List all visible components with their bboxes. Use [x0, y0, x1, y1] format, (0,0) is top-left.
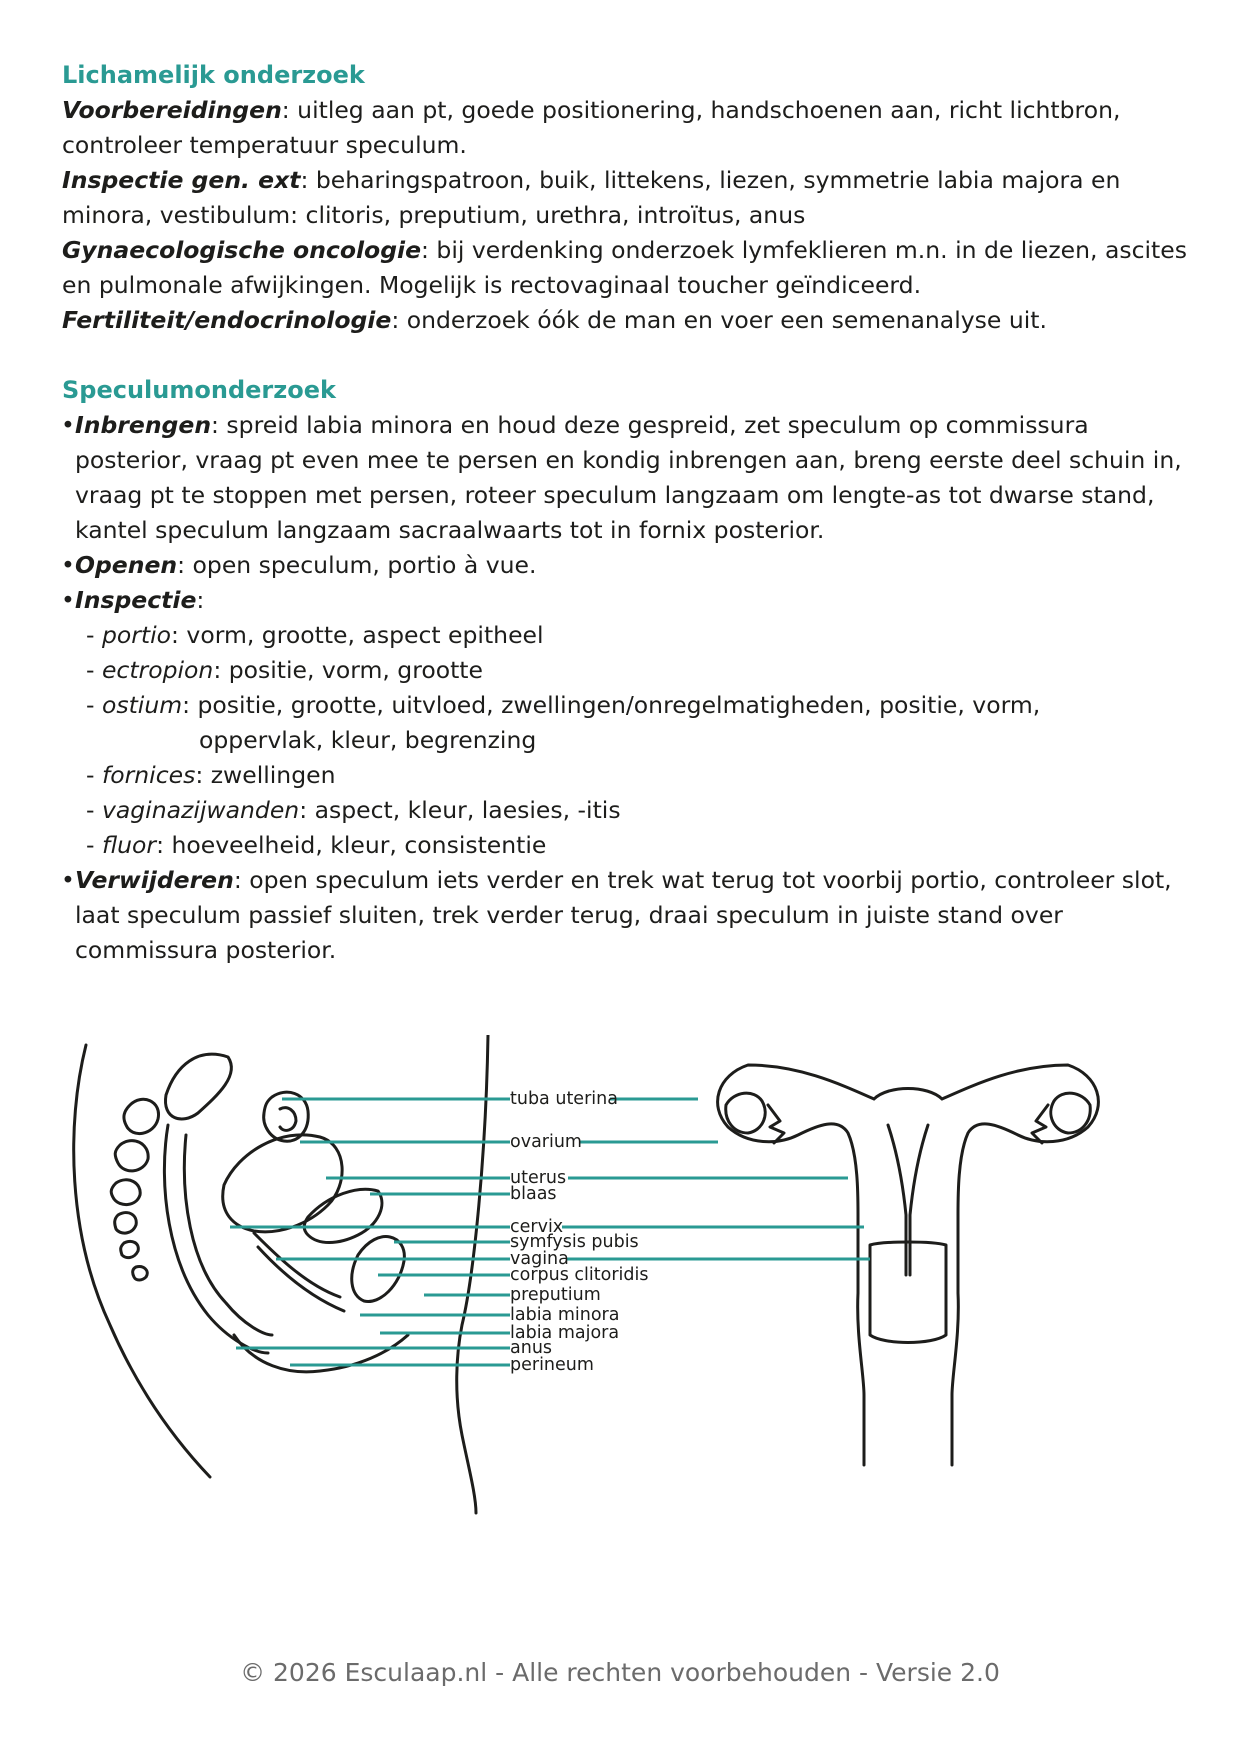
bullet-text: : open speculum iets verder en trek wat terug tot voorbij portio, controleer slot, laat speculum passief sluiten, trek verder terug, draai speculum in juiste stand over commissura posterior. [75, 866, 1172, 964]
sub-text: : zwellingen [195, 761, 336, 789]
sub-ectropion [62, 653, 1192, 688]
fimbria-left [768, 1105, 784, 1143]
uterine-cavity [888, 1125, 928, 1275]
bullet-label: Inspectie [75, 586, 197, 614]
item-text: : uitleg aan pt, goede positionering, handschoenen aan, richt lichtbron, controleer temperatuur speculum. [62, 96, 1121, 159]
sub-text: : vorm, grootte, aspect epitheel [171, 621, 544, 649]
exam-item-inspectie [62, 163, 1192, 233]
exam-item-oncologie [62, 233, 1192, 303]
sub-fornices [62, 758, 1192, 793]
bullet-label: Inbrengen [75, 411, 212, 439]
back-outline [74, 1045, 210, 1477]
bullet-verwijderen [62, 863, 1192, 968]
exam-heading: Lichamelijk onderzoek [62, 61, 365, 89]
item-label: Fertiliteit/endocrinologie [62, 306, 392, 334]
vertebra-4 [115, 1213, 137, 1233]
label-tuba-uterina: tuba uterina [510, 1089, 618, 1109]
sub-term: fluor [101, 831, 157, 859]
sub-portio [62, 618, 1192, 653]
sub-dash: - [86, 831, 102, 859]
sub-fluor [62, 828, 1192, 863]
ovary-right-frontal [1051, 1093, 1090, 1133]
sub-term: ostium [101, 691, 183, 719]
sub-dash: - [86, 761, 102, 789]
vertebra-1 [124, 1099, 159, 1133]
bullet-text: : open speculum, portio à vue. [177, 551, 537, 579]
bullet-dot: • [61, 551, 75, 579]
bullet-inspectie [62, 583, 1192, 618]
bullet-dot: • [61, 411, 75, 439]
sub-term: vaginazijwanden [101, 796, 300, 824]
vertebra-2 [115, 1141, 148, 1171]
sub-term: fornices [101, 761, 196, 789]
pubic-bone [352, 1237, 405, 1302]
sub-text: : positie, grootte, uitvloed, zwellingen/onregelmatigheden, positie, vorm, [182, 691, 1041, 719]
cervix-frontal [870, 1242, 946, 1343]
sacrum-top [165, 1054, 231, 1119]
bullet-dot: • [61, 866, 75, 894]
footer-copyright: © 2026 Esculaap.nl - Alle rechten voorbehouden - Versie 2.0 [240, 1658, 1000, 1687]
sub-text: : aspect, kleur, laesies, -itis [299, 796, 621, 824]
exam-item-voorbereidingen [62, 93, 1192, 163]
item-label: Voorbereidingen [62, 96, 282, 124]
label-cervix: cervix [510, 1217, 564, 1237]
label-vagina: vagina [510, 1249, 569, 1269]
sub-dash: - [86, 691, 102, 719]
label-labia-minora: labia minora [510, 1305, 620, 1325]
label-blaas: blaas [510, 1184, 557, 1204]
item-text: : beharingspatroon, buik, littekens, liezen, symmetrie labia majora en minora, vestibulum: clitoris, preputium, urethra, introïtus, anus [62, 166, 1121, 229]
fimbria-right [1032, 1105, 1048, 1143]
sub-term: portio [101, 621, 172, 649]
label-preputium: preputium [510, 1285, 601, 1305]
sub-term: ectropion [101, 656, 214, 684]
vertebra-3 [111, 1180, 140, 1205]
page-content [62, 58, 1192, 968]
anatomy-figure [58, 1035, 1188, 1515]
sub-dash: - [86, 621, 102, 649]
bullet-label: Verwijderen [75, 866, 234, 894]
tailbone [133, 1267, 148, 1280]
sub-ostium-continuation: oppervlak, kleur, begrenzing [199, 726, 537, 754]
vagina-sagittal [254, 1233, 344, 1311]
bullet-text: : spreid labia minora en houd deze gespreid, zet speculum op commissura posterior, vraag pt even mee te persen en kondig inbrengen aan, breng eerste deel schuin in, vraag pt te stoppen met persen, roteer speculum langzaam om lengte-as tot dwarse stand, kantel speculum langzaam sacraalwaarts tot in fornix posterior. [75, 411, 1182, 544]
vertebra-5 [121, 1241, 139, 1257]
item-text: : bij verdenking onderzoek lymfeklieren m.n. in de liezen, ascites en pulmonale afwijkingen. Mogelijk is rectovaginaal toucher geïndiceerd. [62, 236, 1187, 299]
bullet-dot: • [61, 586, 75, 614]
sub-text: : positie, vorm, grootte [213, 656, 483, 684]
label-uterus: uterus [510, 1168, 567, 1188]
bullet-inbrengen [62, 408, 1192, 548]
label-anus: anus [510, 1338, 553, 1358]
label-perineum: perineum [510, 1355, 594, 1375]
item-label: Gynaecologische oncologie [62, 236, 422, 264]
sub-text: : hoeveelheid, kleur, consistentie [156, 831, 547, 859]
sub-dash: - [86, 796, 102, 824]
ovary-left-frontal [726, 1093, 765, 1133]
item-label: Inspectie gen. ext [62, 166, 301, 194]
item-text: : onderzoek óók de man en voer een semenanalyse uit. [391, 306, 1047, 334]
uterus-sagittal [223, 1135, 342, 1232]
label-ovarium: ovarium [510, 1132, 582, 1152]
exam-item-fertiliteit [62, 303, 1192, 338]
rectum [164, 1125, 272, 1353]
sub-vaginazijwanden [62, 793, 1192, 828]
bullet-label: Openen [75, 551, 178, 579]
sub-dash: - [86, 656, 102, 684]
speculum-heading: Speculumonderzoek [62, 376, 336, 404]
label-labia-majora: labia majora [510, 1323, 620, 1343]
bullet-openen [62, 548, 1192, 583]
bullet-text: : [196, 586, 205, 614]
label-corpus-clitoridis: corpus clitoridis [510, 1265, 649, 1285]
sub-ostium [62, 688, 1192, 723]
label-symfysis-pubis: symfysis pubis [510, 1232, 639, 1252]
